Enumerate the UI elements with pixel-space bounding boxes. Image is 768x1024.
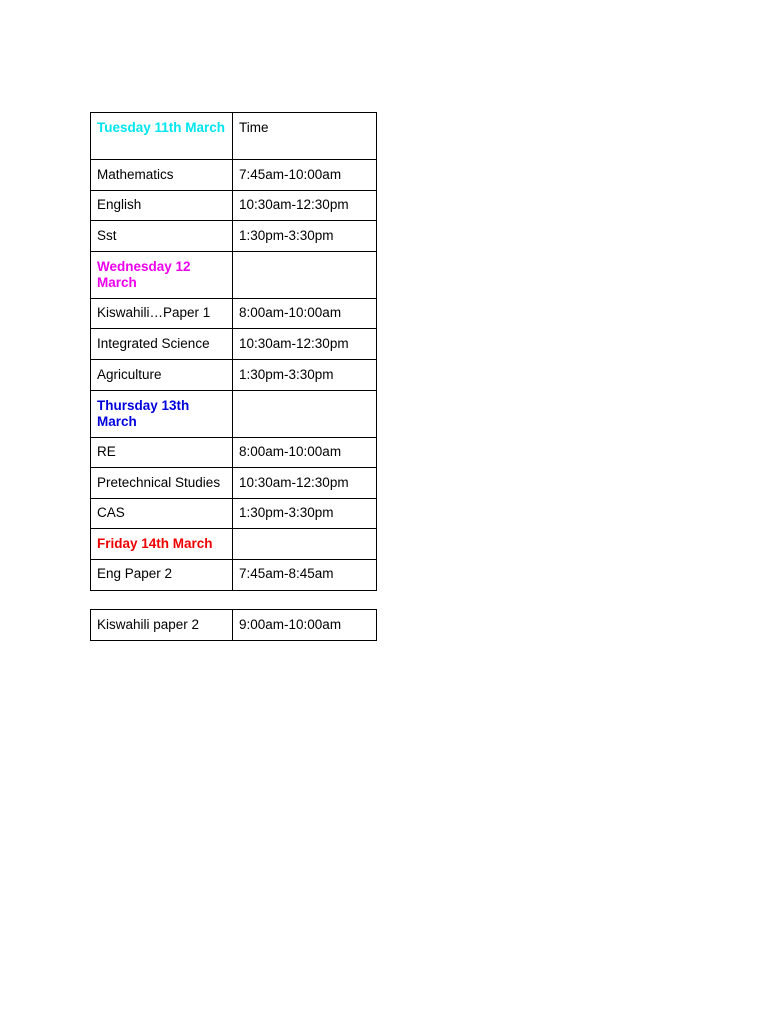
subject-cell: Sst: [91, 221, 233, 252]
extra-timetable: [90, 609, 377, 641]
time-cell: 10:30am-12:30pm: [233, 190, 377, 221]
time-cell: 1:30pm-3:30pm: [233, 221, 377, 252]
table-row: [91, 251, 377, 298]
subject-cell: Kiswahili paper 2: [91, 610, 233, 641]
table-row: [91, 610, 377, 641]
time-cell: 7:45am-8:45am: [233, 559, 377, 590]
table-row: [91, 160, 377, 191]
table-row: [91, 190, 377, 221]
empty-cell: [233, 390, 377, 437]
time-cell: 1:30pm-3:30pm: [233, 359, 377, 390]
table-row: [91, 498, 377, 529]
subject-cell: CAS: [91, 498, 233, 529]
table-row: [91, 221, 377, 252]
empty-cell: [233, 251, 377, 298]
time-cell: 7:45am-10:00am: [233, 160, 377, 191]
empty-cell: [233, 529, 377, 560]
table-row: [91, 390, 377, 437]
time-column-header: Time: [233, 113, 377, 160]
table-row: [91, 559, 377, 590]
subject-cell: Integrated Science: [91, 329, 233, 360]
table-row: [91, 359, 377, 390]
time-cell: 1:30pm-3:30pm: [233, 498, 377, 529]
time-cell: 9:00am-10:00am: [233, 610, 377, 641]
table-row: [91, 437, 377, 468]
day-heading-wednesday: Wednesday 12 March: [91, 251, 233, 298]
time-cell: 10:30am-12:30pm: [233, 329, 377, 360]
exam-timetable: [90, 112, 377, 591]
subject-cell: Agriculture: [91, 359, 233, 390]
table-row: [91, 298, 377, 329]
time-cell: 8:00am-10:00am: [233, 437, 377, 468]
day-heading-tuesday: Tuesday 11th March: [91, 113, 233, 160]
time-cell: 8:00am-10:00am: [233, 298, 377, 329]
table-row: [91, 529, 377, 560]
time-cell: 10:30am-12:30pm: [233, 468, 377, 499]
subject-cell: English: [91, 190, 233, 221]
subject-cell: Eng Paper 2: [91, 559, 233, 590]
table-row: [91, 329, 377, 360]
table-row: [91, 113, 377, 160]
subject-cell: Mathematics: [91, 160, 233, 191]
day-heading-friday: Friday 14th March: [91, 529, 233, 560]
subject-cell: RE: [91, 437, 233, 468]
day-heading-thursday: Thursday 13th March: [91, 390, 233, 437]
table-row: [91, 468, 377, 499]
subject-cell: Pretechnical Studies: [91, 468, 233, 499]
subject-cell: Kiswahili…Paper 1: [91, 298, 233, 329]
